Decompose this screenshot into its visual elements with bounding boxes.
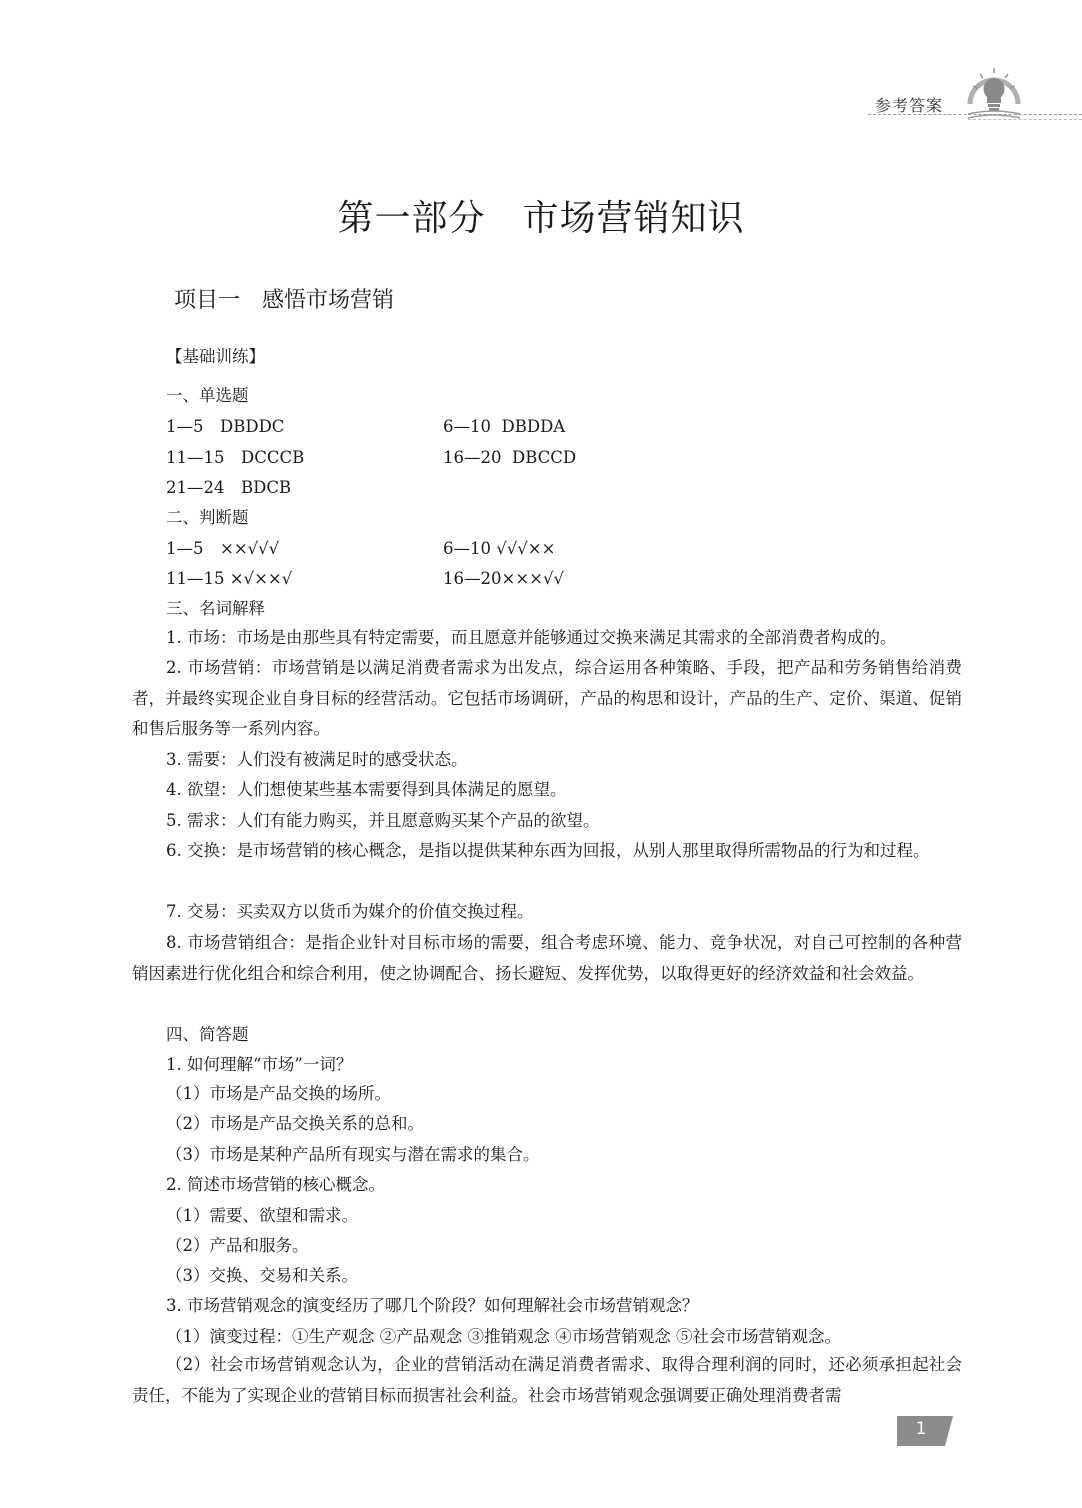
page-number: 1 — [915, 1419, 927, 1439]
section-label-basic: 【基础训练】 — [166, 347, 265, 366]
answer-line: （2）市场是产品交换关系的总和。 — [166, 1114, 424, 1133]
term-item: 3. 需要：人们没有被满足时的感受状态。 — [166, 750, 468, 769]
header-rule — [868, 114, 1082, 115]
answer-line: （3）交换、交易和关系。 — [166, 1266, 358, 1285]
part-title: 第一部分 市场营销知识 — [337, 198, 745, 239]
heading-terms: 三、名词解释 — [166, 599, 265, 618]
term-item: 4. 欲望：人们想使某些基本需要得到具体满足的愿望。 — [166, 780, 567, 799]
term-item: 5. 需求：人们有能力购买，并且愿意购买某个产品的欲望。 — [166, 811, 600, 830]
answer-line: （3）市场是某种产品所有现实与潜在需求的集合。 — [166, 1145, 540, 1164]
heading-true-false: 二、判断题 — [166, 508, 249, 527]
question-line: 3. 市场营销观念的演变经历了哪几个阶段？如何理解社会市场营销观念？ — [166, 1296, 699, 1315]
term-item: 8. 市场营销组合：是指企业针对目标市场的需要，组合考虑环境、能力、竞争状况，对自己可控制的各种营销因素进行优化组合和综合利用，使之协调配合、扬长避短、发挥优势，以取得更好的经济效益和社会效益。 — [132, 933, 962, 983]
project-title: 项目一 感悟市场营销 — [174, 288, 395, 313]
answer-row: 11—15 DCCCB — [166, 448, 305, 467]
answer-row: 6—10 √√√×× — [443, 539, 556, 558]
term-item: 6. 交换：是市场营销的核心概念，是指以提供某种东西为回报，从别人那里取得所需物品的行为和过程。 — [166, 841, 930, 860]
heading-short-answer: 四、简答题 — [166, 1025, 249, 1044]
answer-line: （1）需要、欲望和需求。 — [166, 1206, 358, 1225]
header-label: 参考答案 — [875, 96, 944, 115]
term-item: 1. 市场：市场是由那些具有特定需要，而且愿意并能够通过交换来满足其需求的全部消费者构成的。 — [166, 628, 897, 647]
answer-row: 1—5 DBDDC — [166, 417, 285, 436]
heading-single-choice: 一、单选题 — [166, 386, 249, 405]
answer-row: 6—10 DBDDA — [443, 417, 566, 436]
question-line: 2. 简述市场营销的核心概念。 — [166, 1175, 385, 1194]
answer-line: （1）演变过程：①生产观念 ②产品观念 ③推销观念 ④市场营销观念 ⑤社会市场营销观念。 — [166, 1327, 841, 1346]
answer-row: 1—5 ××√√√ — [166, 539, 280, 558]
answer-row: 21—24 BDCB — [166, 478, 292, 497]
header-rule-secondary — [968, 119, 1082, 120]
answer-paragraph: （2）社会市场营销观念认为，企业的营销活动在满足消费者需求、取得合理利润的同时，还必须承担起社会责任，不能为了实现企业的营销目标而损害社会利益。社会市场营销观念强调要正确处理消费者需 — [132, 1355, 962, 1405]
answer-row: 16—20×××√√ — [443, 569, 564, 588]
answer-row: 16—20 DBCCD — [443, 448, 577, 467]
question-line: 1. 如何理解“市场”一词？ — [166, 1055, 353, 1074]
answer-row: 11—15 ×√××√ — [166, 569, 293, 588]
term-item: 2. 市场营销：市场营销是以满足消费者需求为出发点，综合运用各种策略、手段，把产品和劳务销售给消费者，并最终实现企业自身目标的经营活动。它包括市场调研，产品的构思和设计，产品的生产、定价、渠道、促销和售后服务等一系列内容。 — [132, 658, 962, 738]
answer-line: （1）市场是产品交换的场所。 — [166, 1084, 391, 1103]
answer-line: （2）产品和服务。 — [166, 1236, 309, 1255]
term-item: 7. 交易：买卖双方以货币为媒介的价值交换过程。 — [166, 902, 534, 921]
